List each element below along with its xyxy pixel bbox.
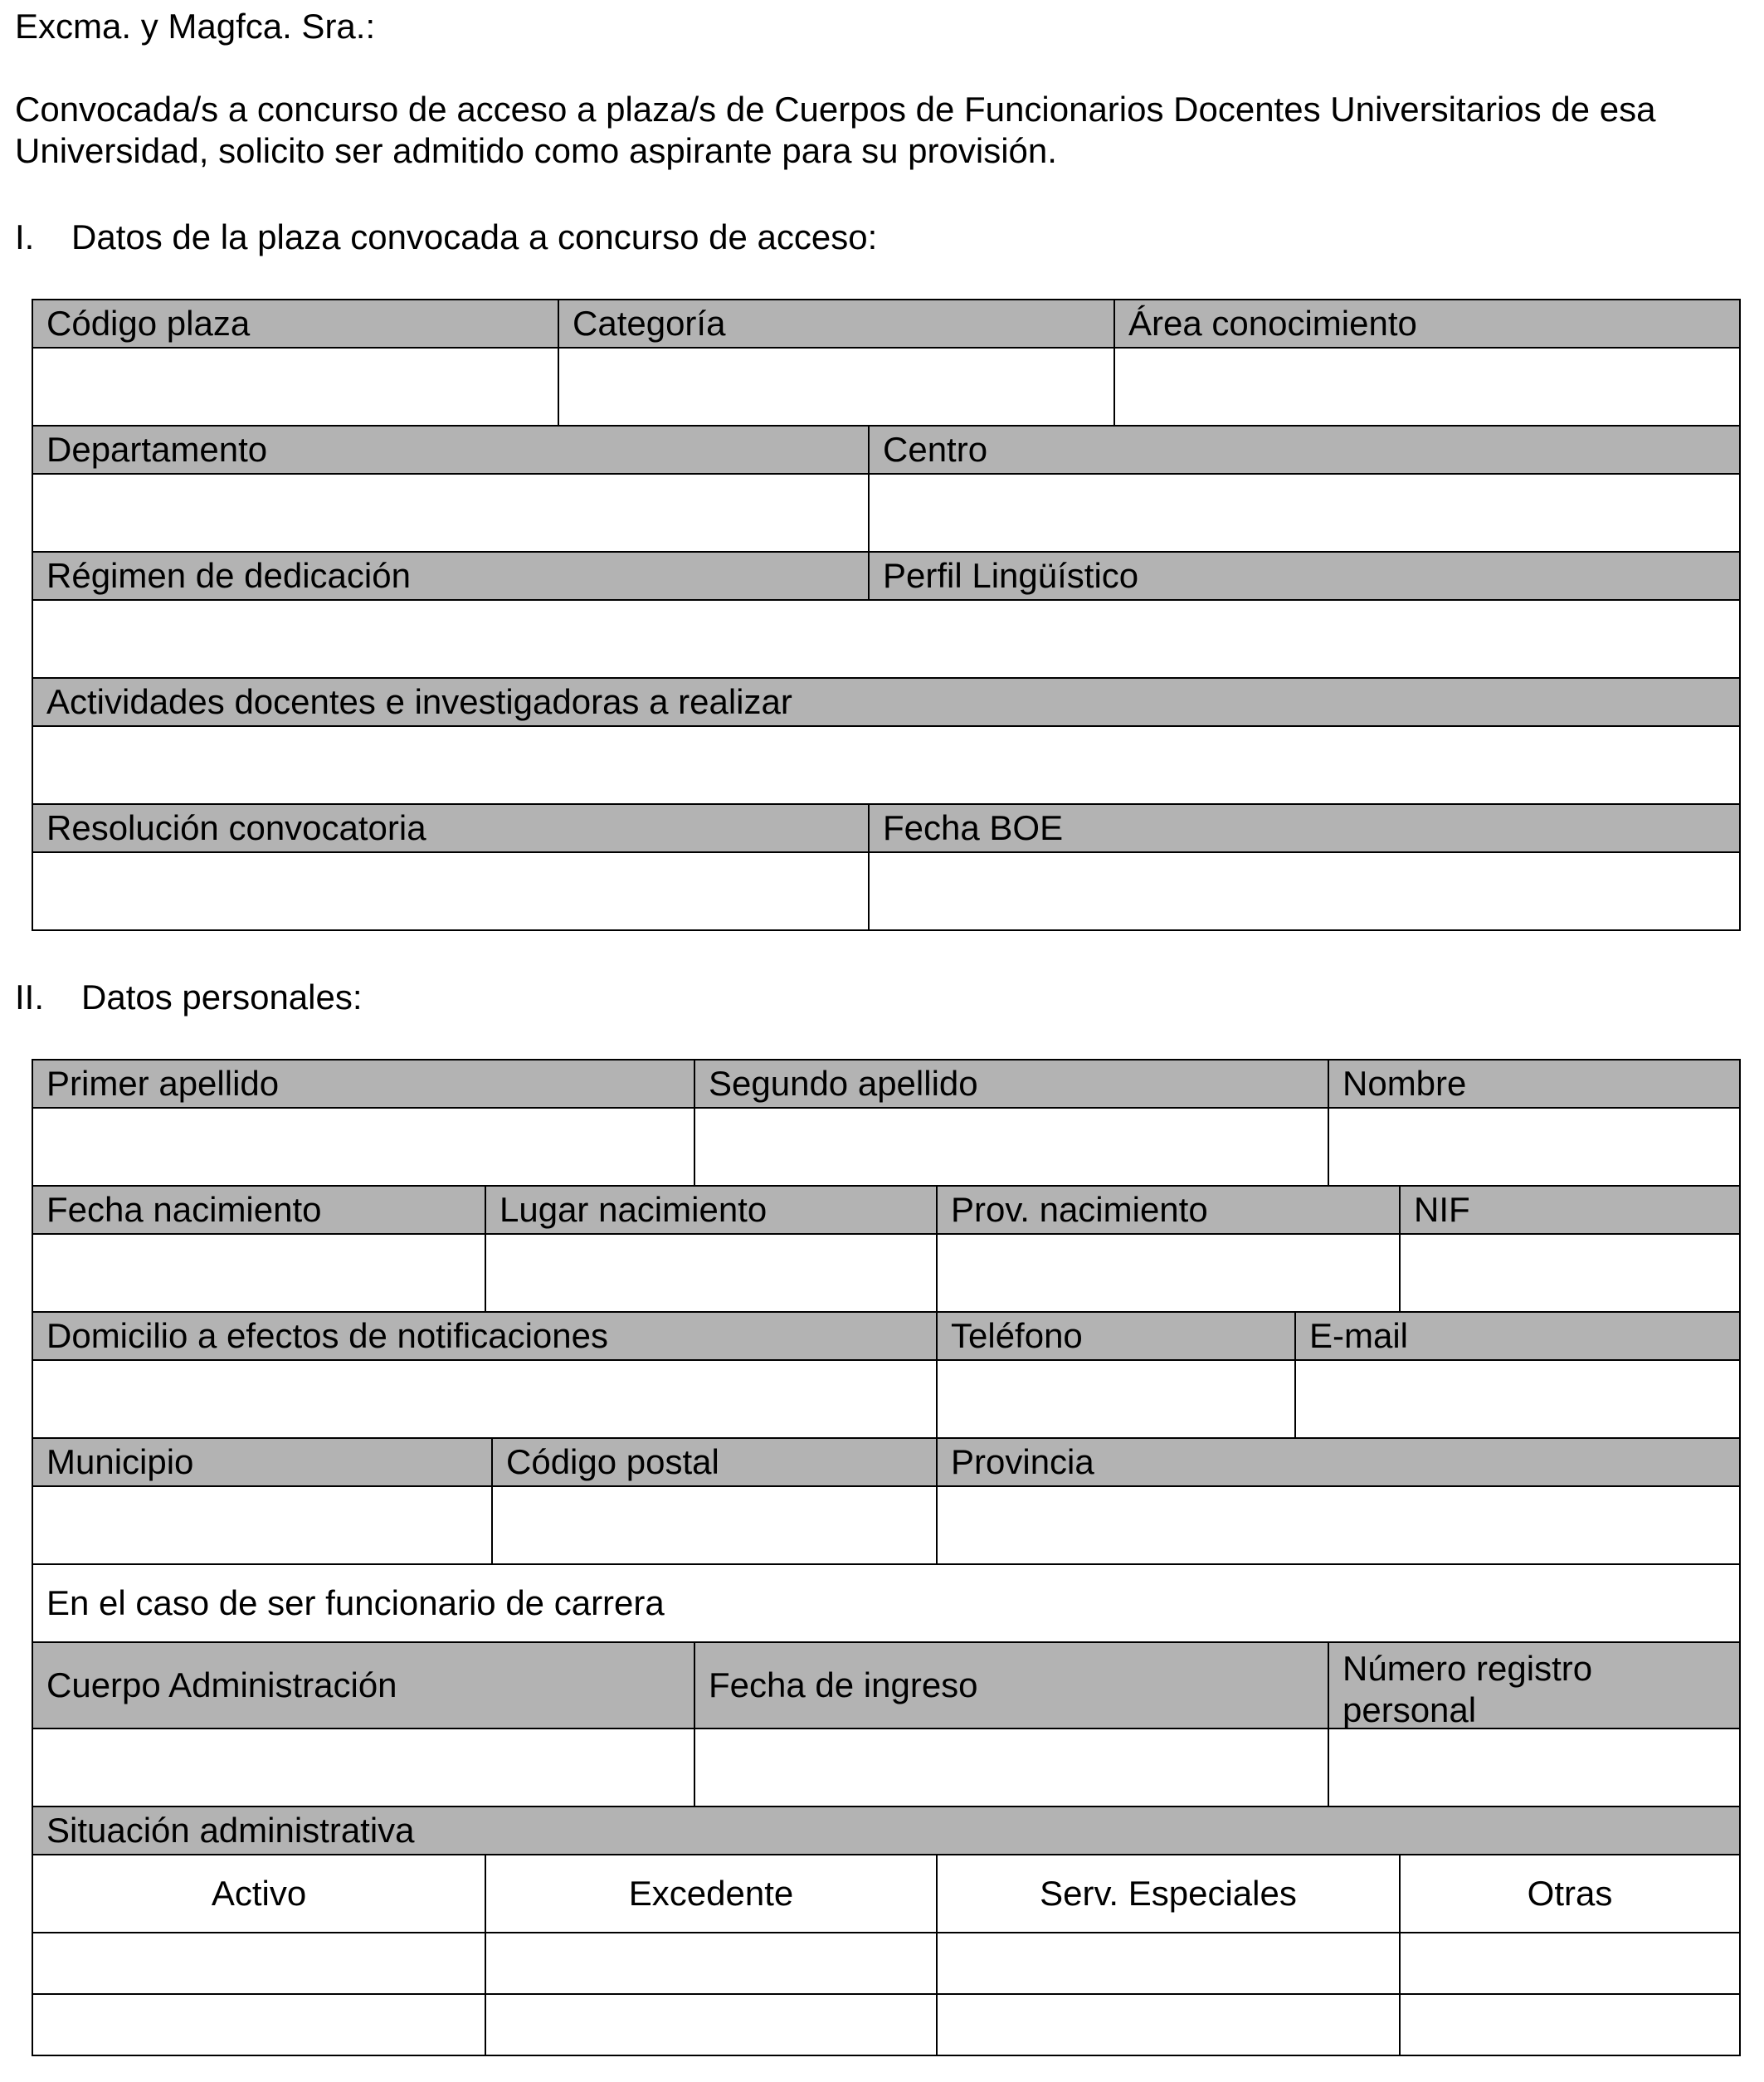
situacion-otras-field[interactable] [1399,1932,1741,1995]
nombre-field[interactable] [1328,1107,1741,1187]
numero-registro-label [1328,1641,1741,1729]
section-1-number: I. [15,217,35,256]
personal-input-row-4 [32,1485,1741,1565]
numero-registro-line-2: personal [1342,1690,1477,1729]
intro-line-2: Universidad, solicito ser admitido como aspirante para su provisión. [15,131,1057,170]
personal-header-row-1 [32,1059,1741,1109]
categoria-label: Categoría [558,299,1115,349]
nif-field[interactable] [1399,1233,1741,1313]
personal-input-row-2 [32,1233,1741,1313]
personal-header-row-4 [32,1437,1741,1487]
telefono-label: Teléfono [936,1311,1296,1361]
salutation: Excma. y Magfca. Sra.: [15,7,376,46]
situacion-options-row [32,1854,1741,1933]
actividades-label: Actividades docentes e investigadoras a realizar [32,677,1741,727]
situacion-excedente-field-2[interactable] [485,1993,938,2056]
perfil-linguistico-label: Perfil Lingüístico [868,551,1741,601]
numero-registro-field[interactable] [1328,1728,1741,1807]
fecha-nacimiento-field[interactable] [32,1233,486,1313]
provincia-field[interactable] [936,1485,1741,1565]
situacion-activo-field[interactable] [32,1932,486,1995]
codigo-postal-label: Código postal [491,1437,938,1487]
fecha-ingreso-field[interactable] [694,1728,1329,1807]
lugar-nacimiento-field[interactable] [485,1233,938,1313]
area-conocimiento-label: Área conocimiento [1113,299,1741,349]
situacion-excedente: Excedente [485,1854,938,1933]
primer-apellido-field[interactable] [32,1107,695,1187]
numero-registro-line-1: Número registro [1342,1649,1593,1688]
email-label: E-mail [1294,1311,1741,1361]
section-1-title: Datos de la plaza convocada a concurso de acceso: [71,217,878,256]
primer-apellido-label: Primer apellido [32,1059,695,1109]
regimen-dedicacion-label: Régimen de dedicación [32,551,870,601]
personal-input-row-1 [32,1107,1741,1187]
situacion-excedente-field[interactable] [485,1932,938,1995]
situacion-input-row-2 [32,1993,1741,2056]
segundo-apellido-field[interactable] [694,1107,1329,1187]
section-2-number: II. [15,978,45,1017]
intro-line-1: Convocada/s a concurso de acceso a plaza/s de Cuerpos de Funcionarios Docentes Universitarios de esa [15,90,1656,129]
fecha-ingreso-label: Fecha de ingreso [694,1641,1329,1729]
personal-input-row-5 [32,1728,1741,1807]
centro-label: Centro [868,425,1741,475]
segundo-apellido-label: Segundo apellido [694,1059,1329,1109]
municipio-label: Municipio [32,1437,493,1487]
fecha-nacimiento-label: Fecha nacimiento [32,1185,486,1235]
municipio-field[interactable] [32,1485,493,1565]
situacion-serv-especiales-field[interactable] [936,1932,1401,1995]
nombre-label: Nombre [1328,1059,1741,1109]
personal-input-row-3 [32,1359,1741,1439]
personal-header-row-5 [32,1641,1741,1729]
fecha-boe-label: Fecha BOE [868,803,1741,853]
domicilio-field[interactable] [32,1359,938,1439]
situacion-input-row-1 [32,1932,1741,1995]
codigo-postal-field[interactable] [491,1485,938,1565]
resolucion-convocatoria-label: Resolución convocatoria [32,803,870,853]
section-2-title: Datos personales: [81,978,363,1017]
lugar-nacimiento-label: Lugar nacimiento [485,1185,938,1235]
situacion-activo-field-2[interactable] [32,1993,486,2056]
nif-label: NIF [1399,1185,1741,1235]
email-field[interactable] [1294,1359,1741,1439]
telefono-field[interactable] [936,1359,1296,1439]
cuerpo-administracion-label: Cuerpo Administración [32,1641,695,1729]
funcionario-note: En el caso de ser funcionario de carrera [32,1563,1741,1643]
funcionario-note-row [32,1563,1741,1643]
personal-header-row-2 [32,1185,1741,1235]
situacion-serv-especiales-field-2[interactable] [936,1993,1401,2056]
personal-header-row-3 [32,1311,1741,1361]
departamento-label: Departamento [32,425,870,475]
situacion-otras-field-2[interactable] [1399,1993,1741,2056]
domicilio-label: Domicilio a efectos de notificaciones [32,1311,938,1361]
situacion-administrativa-label: Situación administrativa [32,1806,1741,1855]
prov-nacimiento-field[interactable] [936,1233,1401,1313]
cuerpo-administracion-field[interactable] [32,1728,695,1807]
situacion-header-row [32,1806,1741,1855]
situacion-serv-especiales: Serv. Especiales [936,1854,1401,1933]
situacion-otras: Otras [1399,1854,1741,1933]
prov-nacimiento-label: Prov. nacimiento [936,1185,1401,1235]
codigo-plaza-label: Código plaza [32,299,559,349]
situacion-activo: Activo [32,1854,486,1933]
provincia-label: Provincia [936,1437,1741,1487]
